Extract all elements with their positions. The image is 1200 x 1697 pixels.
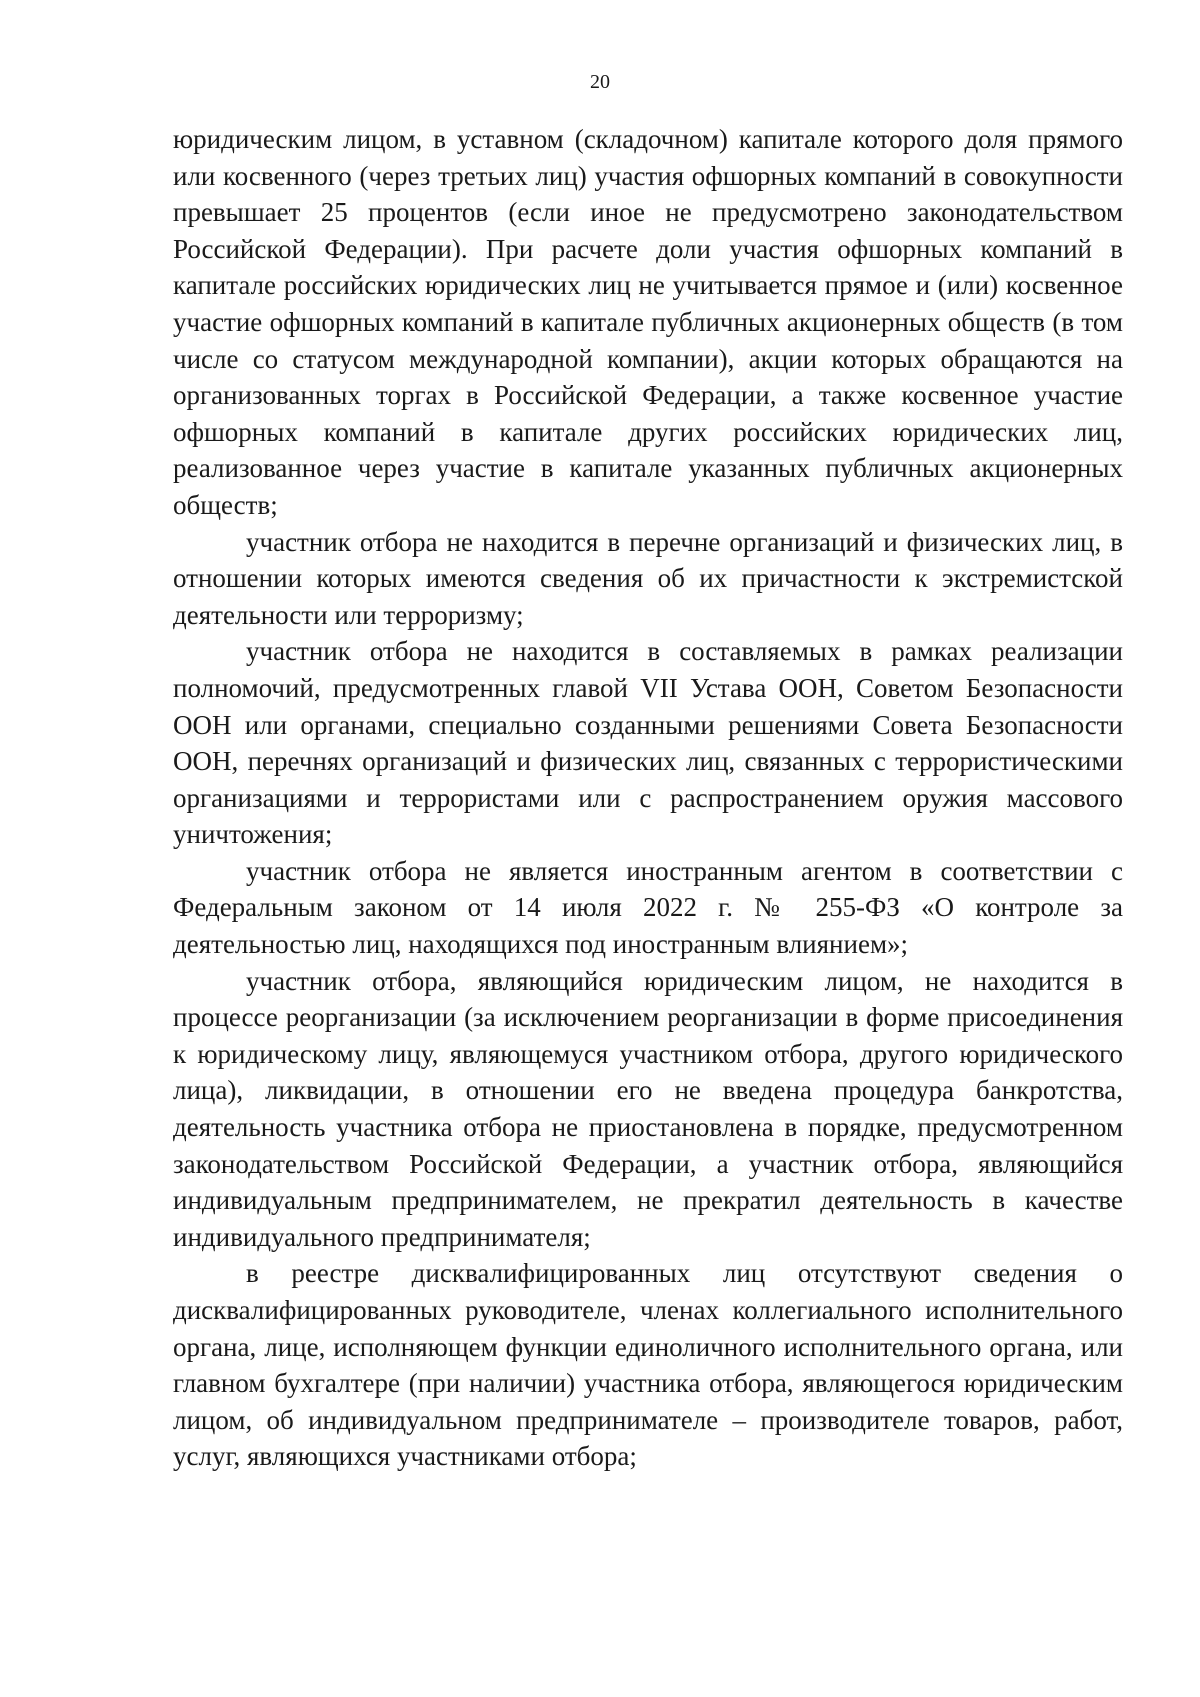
paragraph-extremism-list: участник отбора не находится в перечне организаций и физических лиц, в отношении которых имеются сведения об их причастности к экстремистской деятельности или терроризму;	[173, 526, 1123, 630]
paragraph-reorganization: участник отбора, являющийся юридическим лицом, не находится в процессе реорганизации (за исключением реорганизации в форме присоединения к юридическому лицу, являющемуся участником отбора, другого юридического лица), ликвидации, в отношении его не введена процедура банкротства, деятельность участника отбора не приостановлена в порядке, предусмотренном законодательством Российской Федерации, а участник отбора, являющийся индивидуальным предпринимателем, не прекратил деятельность в качестве индивидуального предпринимателя;	[173, 965, 1123, 1252]
document-body	[173, 121, 1123, 1475]
paragraph-foreign-agent: участник отбора не является иностранным агентом в соответствии с Федеральным законом от 14 июля 2022 г. № 255-ФЗ «О контроле за деятельностью лиц, находящихся под иностранным влиянием»;	[173, 855, 1123, 960]
paragraph-offshore-participation: юридическим лицом, в уставном (складочном) капитале которого доля прямого или косвенного (через третьих лиц) участия офшорных компаний в совокупности превышает 25 процентов (если иное не предусмотрено законодательством Российской Федерации). При расчете доли участия офшорных компаний в капитале российских юридических лиц не учитывается прямое и (или) косвенное участие офшорных компаний в капитале публичных акционерных обществ (в том числе со статусом международной компании), акции которых обращаются на организованных торгах в Российской Федерации, а также косвенное участие офшорных компаний в капитале других российских юридических лиц, реализованное через участие в капитале указанных публичных акционерных обществ;	[173, 124, 1123, 520]
page-number: 20	[590, 71, 610, 93]
paragraph-un-sanctions-list: участник отбора не находится в составляемых в рамках реализации полномочий, предусмотренных главой VII Устава ООН, Советом Безопасности ООН или органами, специально созданными решениями Совета Безопасности ООН, перечнях организаций и физических лиц, связанных с террористическими организациями и террористами или с распространением оружия массового уничтожения;	[173, 636, 1123, 850]
paragraph-disqualified-persons: в реестре дисквалифицированных лиц отсутствуют сведения о дисквалифицированных руководителе, членах коллегиального исполнительного органа, лице, исполняющем функции единоличного исполнительного органа, или главном бухгалтере (при наличии) участника отбора, являющегося юридическим лицом, об индивидуальном предпринимателе – производителе товаров, работ, услуг, являющихся участниками отбора;	[173, 1258, 1123, 1472]
